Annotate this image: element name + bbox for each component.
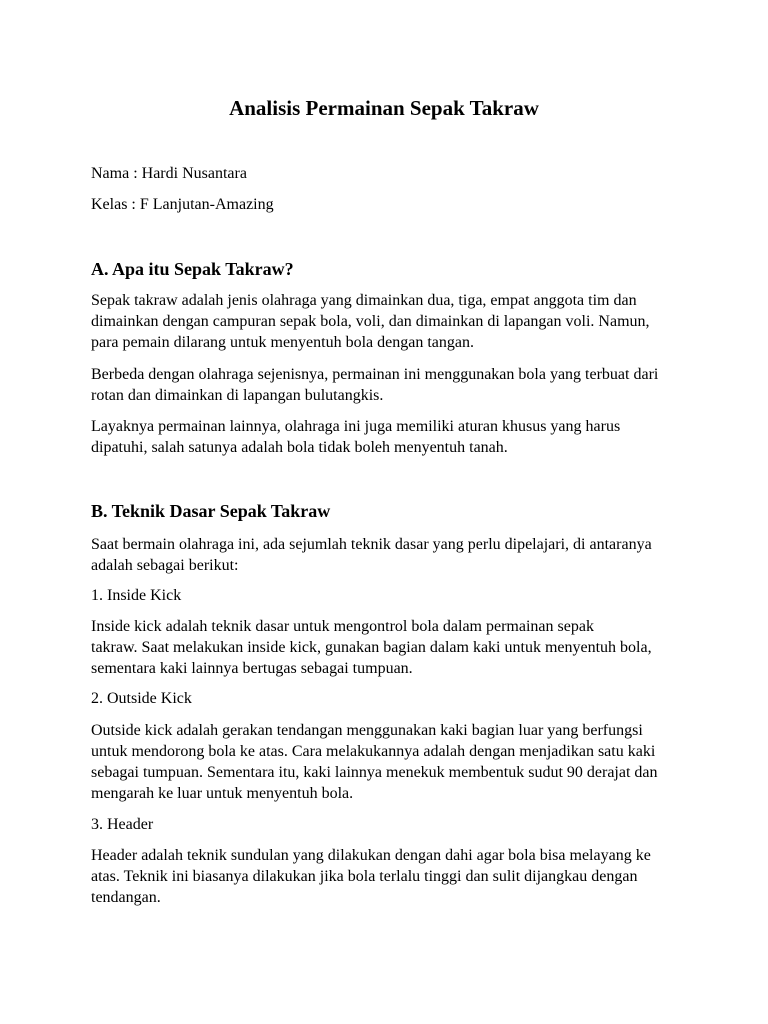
student-name: Nama : Hardi Nusantara	[91, 165, 247, 182]
technique-1-title: 1. Inside Kick	[91, 587, 182, 604]
section-a-paragraph-3: Layaknya permainan lainnya, olahraga ini juga memiliki aturan khusus yang harus dipatuhi, salah satunya adalah bola tidak boleh menyentuh tanah.	[91, 418, 621, 456]
technique-1-description: Inside kick adalah teknik dasar untuk mengontrol bola dalam permainan sepak takraw. Saat melakukan inside kick, gunakan bagian dalam kaki untuk menyentuh bola, sementara kaki lainnya bertugas sebagai tumpuan.	[91, 618, 652, 677]
student-class: Kelas : F Lanjutan-Amazing	[91, 196, 274, 213]
section-a-paragraph-1: Sepak takraw adalah jenis olahraga yang dimainkan dua, tiga, empat anggota tim dan dimainkan dengan campuran sepak bola, voli, dan dimainkan di lapangan voli. Namun, para pemain dilarang untuk menyentuh bola dengan tangan.	[91, 292, 650, 351]
technique-3-title: 3. Header	[91, 816, 154, 833]
technique-2-title: 2. Outside Kick	[91, 690, 192, 707]
section-a-paragraph-2: Berbeda dengan olahraga sejenisnya, permainan ini menggunakan bola yang terbuat dari rotan dan dimainkan di lapangan bulutangkis.	[91, 366, 659, 404]
technique-2-description: Outside kick adalah gerakan tendangan menggunakan kaki bagian luar yang berfungsi untuk mendorong bola ke atas. Cara melakukannya adalah dengan menjadikan satu kaki sebagai tumpuan. Sementara itu, kaki lainnya menekuk membentuk sudut 90 derajat dan mengarah ke luar untuk menyentuh bola.	[91, 722, 658, 802]
section-a-heading: A. Apa itu Sepak Takraw?	[91, 259, 294, 279]
section-b-intro: Saat bermain olahraga ini, ada sejumlah teknik dasar yang perlu dipelajari, di antaranya adalah sebagai berikut:	[91, 536, 652, 574]
technique-3-description: Header adalah teknik sundulan yang dilakukan dengan dahi agar bola bisa melayang ke atas. Teknik ini biasanya dilakukan jika bola terlalu tinggi dan sulit dijangkau dengan tendangan.	[91, 847, 651, 906]
section-b-heading: B. Teknik Dasar Sepak Takraw	[91, 501, 331, 521]
document-title: Analisis Permainan Sepak Takraw	[229, 96, 539, 120]
